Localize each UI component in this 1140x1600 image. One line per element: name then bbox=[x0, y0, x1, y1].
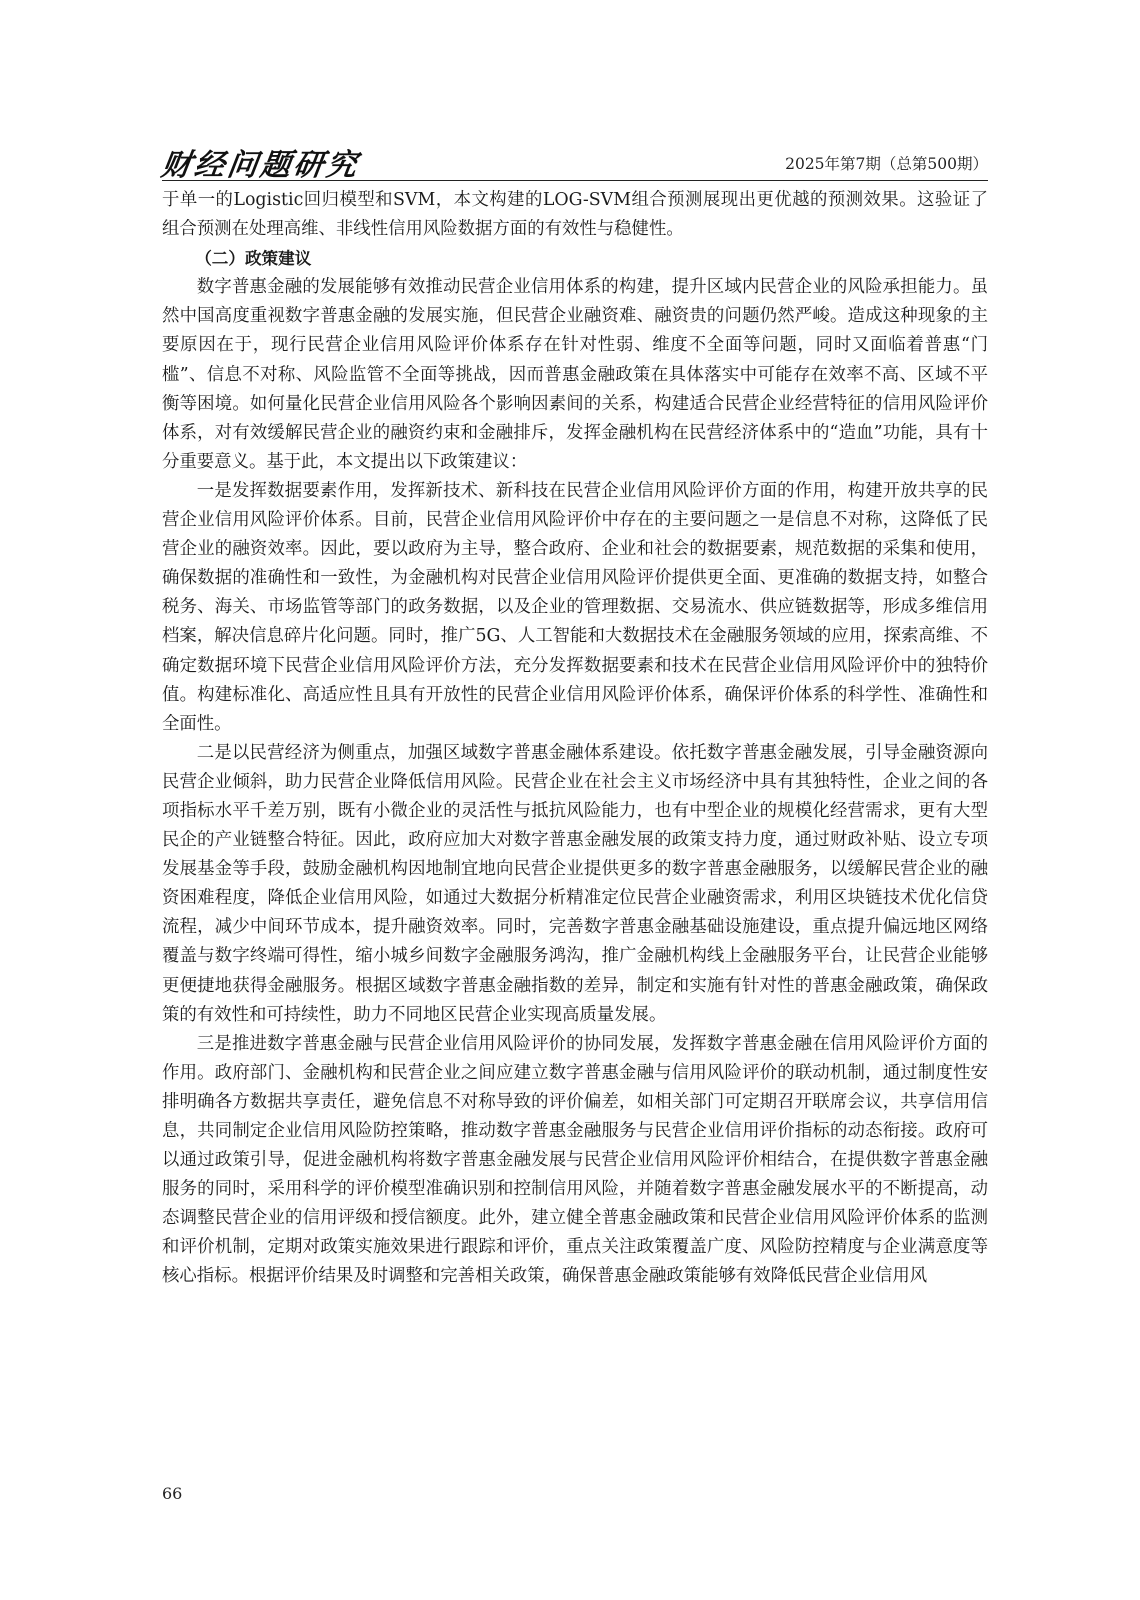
paragraph-recommendation-1: 一是发挥数据要素作用，发挥新技术、新科技在民营企业信用风险评价方面的作用，构建开放共享的民营企业信用风险评价体系。目前，民营企业信用风险评价中存在的主要问题之一是信息不对称，这降低了民营企业的融资效率。因此，要以政府为主导，整合政府、企业和社会的数据要素，规范数据的采集和使用，确保数据的准确性和一致性，为金融机构对民营企业信用风险评价提供更全面、更准确的数据支持，如整合税务、海关、市场监管等部门的政务数据，以及企业的管理数据、交易流水、供应链数据等，形成多维信用档案，解决信息碎片化问题。同时，推广5G、人工智能和大数据技术在金融服务领域的应用，探索高维、不确定数据环境下民营企业信用风险评价方法，充分发挥数据要素和技术在民营企业信用风险评价中的独特价值。构建标准化、高适应性且具有开放性的民营企业信用风险评价体系，确保评价体系的科学性、准确性和全面性。 bbox=[162, 480, 988, 734]
paragraph-recommendation-2: 二是以民营经济为侧重点，加强区域数字普惠金融体系建设。依托数字普惠金融发展，引导金融资源向民营企业倾斜，助力民营企业降低信用风险。民营企业在社会主义市场经济中具有其独特性，企业之间的各项指标水平千差万别，既有小微企业的灵活性与抵抗风险能力，也有中型企业的规模化经营需求，更有大型民企的产业链整合特征。因此，政府应加大对数字普惠金融发展的政策支持力度，通过财政补贴、设立专项发展基金等手段，鼓励金融机构因地制宜地向民营企业提供更多的数字普惠金融服务，以缓解民营企业的融资困难程度，降低企业信用风险，如通过大数据分析精准定位民营企业融资需求，利用区块链技术优化信贷流程，减少中间环节成本，提升融资效率。同时，完善数字普惠金融基础设施建设，重点提升偏远地区网络覆盖与数字终端可得性，缩小城乡间数字金融服务鸿沟，推广金融机构线上金融服务平台，让民营企业能够更便捷地获得金融服务。根据区域数字普惠金融指数的差异，制定和实施有针对性的普惠金融政策，确保政策的有效性和可持续性，助力不同地区民营企业实现高质量发展。 bbox=[162, 742, 988, 1025]
continued-paragraph: 于单一的Logistic回归模型和SVM，本文构建的LOG-SVM组合预测展现出更优越的预测效果。这验证了组合预测在处理高维、非线性信用风险数据方面的有效性与稳健性。 bbox=[162, 190, 988, 240]
body-text bbox=[162, 186, 988, 1292]
paragraph-intro: 数字普惠金融的发展能够有效推动民营企业信用体系的构建，提升区域内民营企业的风险承担能力。虽然中国高度重视数字普惠金融的发展实施，但民营企业融资难、融资贵的问题仍然严峻。造成这种现象的主要原因在于，现行民营企业信用风险评价体系存在针对性弱、维度不全面等问题，同时又面临着普惠“门槛”、信息不对称、风险监管不全面等挑战，因而普惠金融政策在具体落实中可能存在效率不高、区域不平衡等困境。如何量化民营企业信用风险各个影响因素间的关系，构建适合民营企业经营特征的信用风险评价体系，对有效缓解民营企业的融资约束和金融排斥，发挥金融机构在民营经济体系中的“造血”功能，具有十分重要意义。基于此，本文提出以下政策建议： bbox=[162, 277, 988, 472]
journal-name: 财经问题研究 bbox=[159, 148, 362, 183]
page-number: 66 bbox=[162, 1484, 183, 1503]
issue-info: 2025年第7期（总第500期） bbox=[785, 155, 988, 173]
header-rule bbox=[162, 180, 988, 181]
running-header bbox=[159, 142, 988, 183]
paragraph-recommendation-3: 三是推进数字普惠金融与民营企业信用风险评价的协同发展，发挥数字普惠金融在信用风险评价方面的作用。政府部门、金融机构和民营企业之间应建立数字普惠金融与信用风险评价的联动机制，通过制度性安排明确各方数据共享责任，避免信息不对称导致的评价偏差，如相关部门可定期召开联席会议，共享信用信息，共同制定企业信用风险防控策略，推动数字普惠金融服务与民营企业信用评价指标的动态衔接。政府可以通过政策引导，促进金融机构将数字普惠金融发展与民营企业信用风险评价相结合，在提供数字普惠金融服务的同时，采用科学的评价模型准确识别和控制信用风险，并随着数字普惠金融发展水平的不断提高，动态调整民营企业的信用评级和授信额度。此外，建立健全普惠金融政策和民营企业信用风险评价体系的监测和评价机制，定期对政策实施效果进行跟踪和评价，重点关注政策覆盖广度、风险防控精度与企业满意度等核心指标。根据评价结果及时调整和完善相关政策，确保普惠金融政策能够有效降低民营企业信用风 bbox=[162, 1033, 988, 1287]
section-heading: （二）政策建议 bbox=[195, 249, 312, 269]
